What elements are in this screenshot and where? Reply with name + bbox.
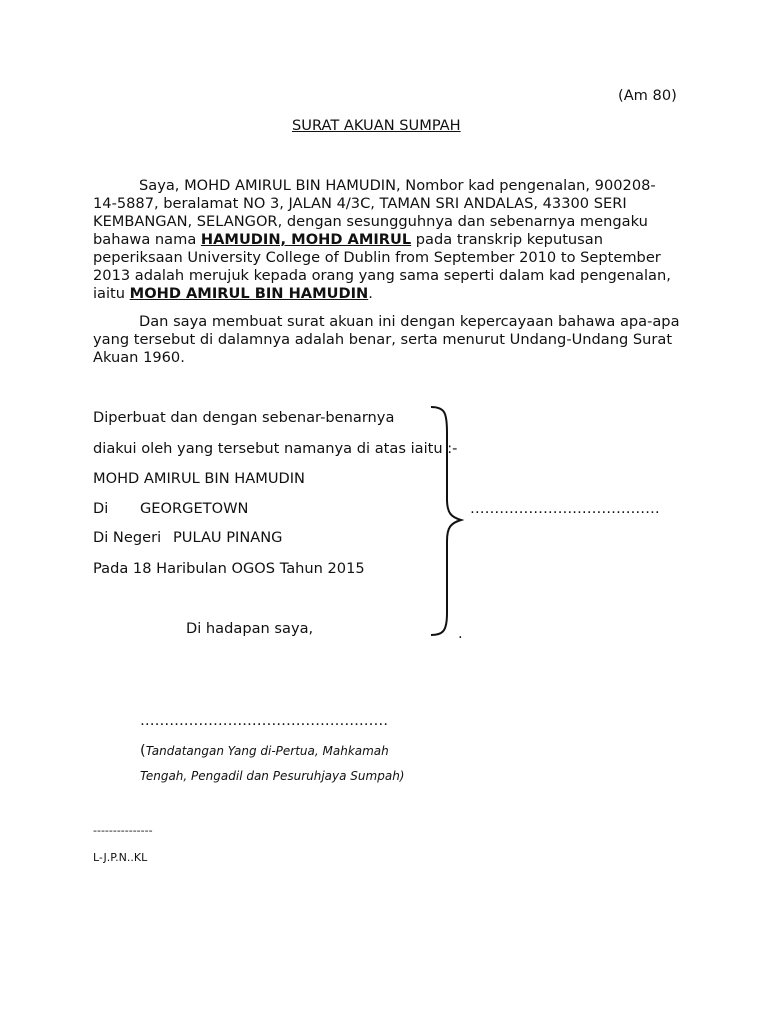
commissioner-caption-1: Tandatangan Yang di-Pertua, Mahkamah bbox=[145, 744, 389, 758]
para2-line-3: Akuan 1960. bbox=[93, 349, 185, 366]
footer-rule: --------------- bbox=[93, 824, 153, 837]
para1-line-4-prefix: bahawa nama bbox=[93, 231, 201, 248]
para2-line-1: Dan saya membuat surat akuan ini dengan kepercayaan bahawa apa-apa bbox=[139, 313, 680, 330]
para1-line-3: KEMBANGAN, SELANGOR, dengan sesungguhnya dan sebenarnya mengaku bbox=[93, 213, 648, 230]
para2-line-2: yang tersebut di dalamnya adalah benar, serta menurut Undang-Undang Surat bbox=[93, 331, 673, 348]
before-me-text: Di hadapan saya, bbox=[186, 620, 314, 637]
declaration-date: Pada 18 Haribulan OGOS Tahun 2015 bbox=[93, 560, 365, 577]
deponent-signature-line: ………………………………… bbox=[470, 500, 660, 517]
state-value: PULAU PINANG bbox=[173, 529, 283, 546]
declaration-paragraph-1 bbox=[93, 177, 673, 303]
para1-line-5: peperiksaan University College of Dublin from September 2010 to September bbox=[93, 249, 661, 266]
curly-brace bbox=[425, 403, 465, 643]
commissioner-caption-2: Tengah, Pengadil dan Pesuruhjaya Sumpah) bbox=[140, 769, 405, 783]
deponent-name: MOHD AMIRUL BIN HAMUDIN bbox=[93, 470, 305, 487]
para1-line-1: Saya, MOHD AMIRUL BIN HAMUDIN, Nombor kad pengenalan, 900208- bbox=[139, 177, 656, 194]
ic-name: MOHD AMIRUL BIN HAMUDIN bbox=[129, 285, 369, 302]
para1-line-6: 2013 adalah merujuk kepada orang yang sama seperti dalam kad pengenalan, bbox=[93, 267, 671, 284]
caption-paren: ( bbox=[140, 742, 146, 759]
declared-line-1: Diperbuat dan dengan sebenar-benarnya bbox=[93, 409, 395, 426]
footer-code: L-J.P.N..KL bbox=[93, 851, 148, 864]
para1-line-2: 14-5887, beralamat NO 3, JALAN 4/3C, TAMAN SRI ANDALAS, 43300 SERI bbox=[93, 195, 627, 212]
form-code: (Am 80) bbox=[618, 87, 677, 104]
document-title: SURAT AKUAN SUMPAH bbox=[292, 117, 461, 134]
para1-line-7-prefix: iaitu bbox=[93, 285, 130, 302]
commissioner-signature-line: …………………………………………… bbox=[140, 712, 389, 729]
place-label: Di bbox=[93, 500, 109, 517]
declared-line-2: diakui oleh yang tersebut namanya di atas iaitu :- bbox=[93, 440, 458, 457]
declaration-paragraph-2 bbox=[93, 313, 680, 367]
para1-line-7-suffix: . bbox=[368, 285, 373, 302]
place-value: GEORGETOWN bbox=[140, 500, 249, 517]
brace-dot: . bbox=[458, 625, 463, 642]
transcript-name: HAMUDIN, MOHD AMIRUL bbox=[200, 231, 412, 248]
state-label: Di Negeri bbox=[93, 529, 162, 546]
para1-line-4-suffix: pada transkrip keputusan bbox=[411, 231, 603, 248]
